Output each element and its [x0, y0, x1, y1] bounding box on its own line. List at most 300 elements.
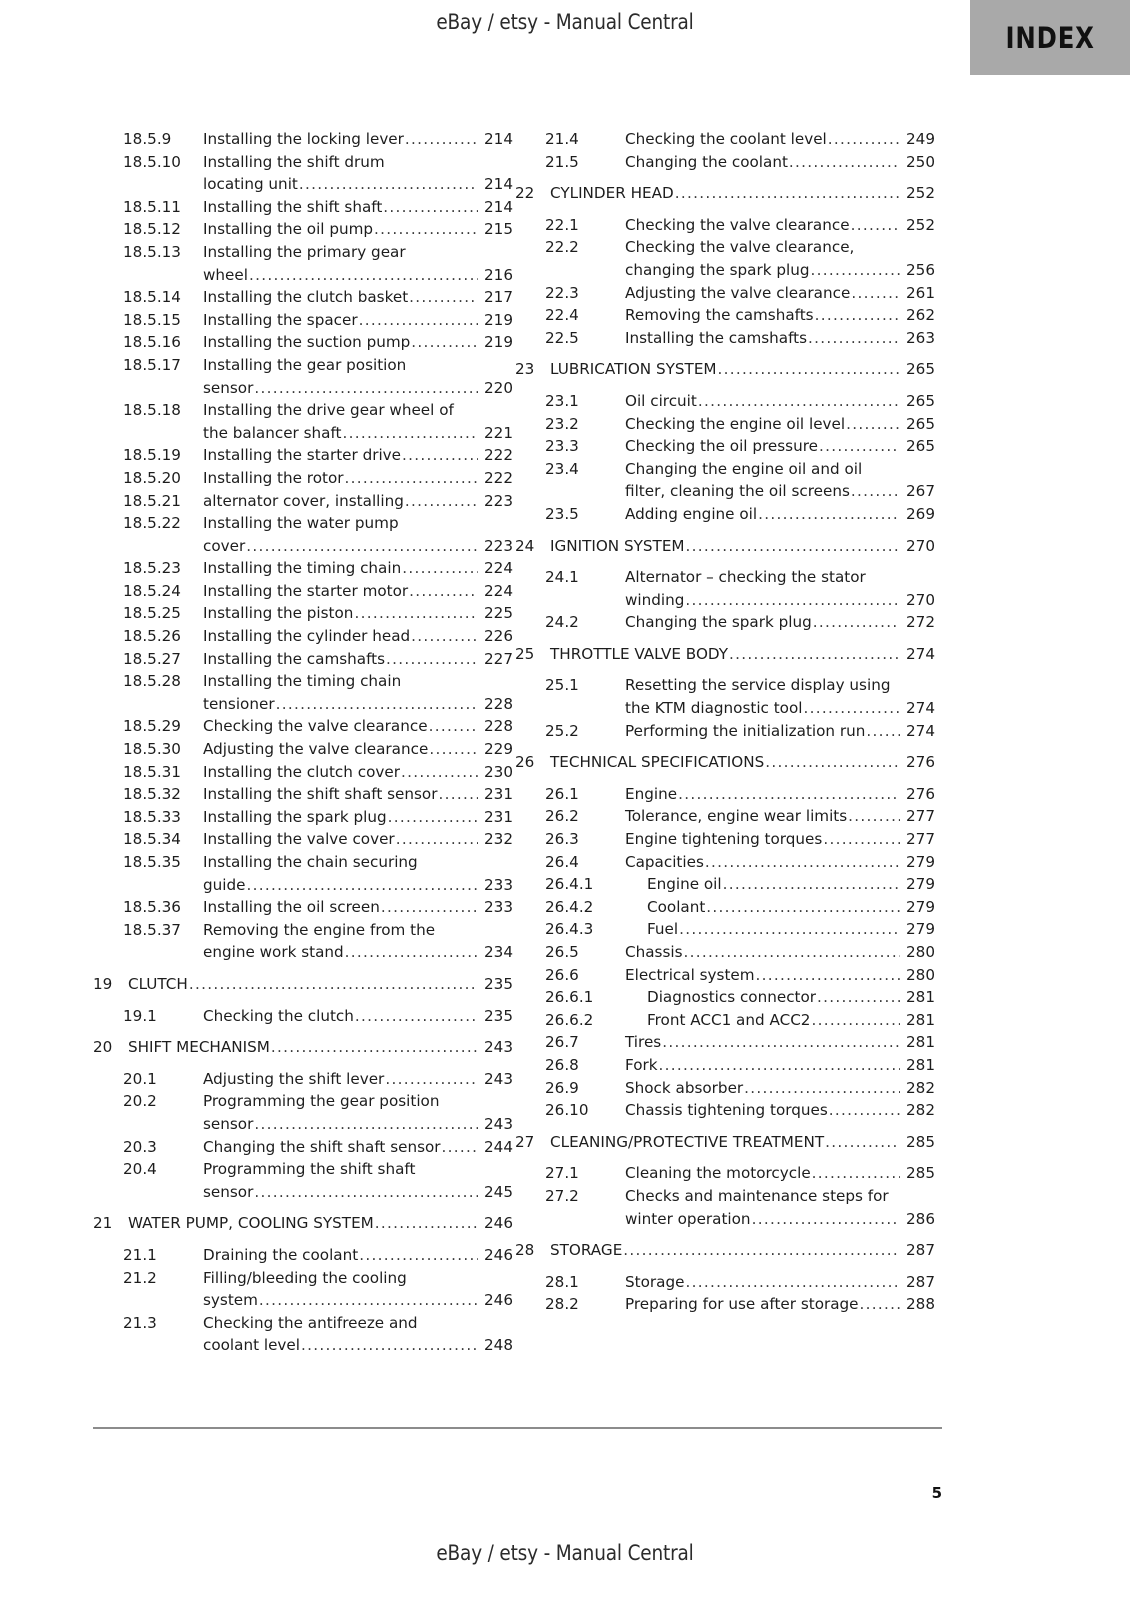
toc-leader-dots — [804, 697, 901, 720]
toc-page-number: 265 — [906, 391, 935, 410]
toc-entry-number: 26.9 — [545, 1078, 579, 1097]
toc-entry-body — [203, 625, 513, 648]
toc-entry[interactable] — [93, 1136, 513, 1159]
toc-entry-body — [625, 805, 935, 828]
page-number: 5 — [931, 1484, 942, 1502]
toc-entry[interactable] — [515, 503, 935, 526]
index-tab-label: INDEX — [1005, 20, 1095, 55]
toc-entry-title: Installing the suction pump — [203, 333, 411, 352]
toc-entry-body — [203, 783, 513, 806]
toc-entry-body — [203, 1267, 513, 1312]
toc-entry[interactable] — [93, 1068, 513, 1091]
toc-entry-body — [203, 738, 513, 761]
toc-entry-number: 18.5.9 — [123, 130, 172, 148]
toc-entry-number: 23.1 — [545, 391, 579, 410]
toc-leader-dots — [396, 828, 478, 851]
toc-entry[interactable] — [515, 566, 935, 611]
toc-entry-number: 20 — [93, 1038, 113, 1057]
toc-entry-number: 18.5.32 — [123, 785, 181, 804]
toc-entry[interactable] — [515, 390, 935, 413]
toc-page-number: 214 — [484, 197, 513, 216]
toc-entry-number: 18.5.33 — [123, 807, 181, 826]
toc-page-number: 222 — [484, 446, 513, 465]
toc-entry[interactable] — [93, 557, 513, 580]
toc-entry-body — [625, 1031, 935, 1054]
toc-leader-dots — [388, 806, 478, 829]
toc-entry[interactable] — [515, 964, 935, 987]
toc-entry-number: 18.5.13 — [123, 242, 181, 261]
toc-entry-number: 18.5.28 — [123, 672, 181, 691]
toc-entry-body — [203, 1005, 513, 1028]
toc-entry[interactable] — [93, 973, 513, 996]
toc-entry[interactable] — [93, 828, 513, 851]
toc-entry-title: Installing the starter drive — [203, 446, 402, 465]
toc-entry-title: Installing the cylinder head — [203, 627, 411, 646]
table-of-contents — [0, 128, 1130, 1368]
toc-entry[interactable] — [93, 919, 513, 964]
toc-entry-body — [625, 720, 935, 743]
toc-page-number: 280 — [906, 965, 935, 984]
toc-page-number: 249 — [906, 130, 935, 148]
toc-page-number: 279 — [906, 920, 935, 939]
toc-page-number: 287 — [906, 1272, 935, 1291]
toc-entry-title: sensor — [203, 1182, 254, 1201]
toc-page-number: 269 — [906, 504, 935, 523]
toc-page-number: 246 — [484, 1214, 513, 1233]
toc-page-number: 225 — [484, 604, 513, 623]
toc-entry[interactable] — [515, 918, 935, 941]
toc-page-number: 214 — [484, 130, 513, 148]
toc-entry-title: IGNITION SYSTEM — [550, 536, 685, 555]
toc-entry-number: 18.5.14 — [123, 288, 181, 307]
toc-entry-title: system — [203, 1291, 258, 1310]
toc-page-number: 250 — [906, 152, 935, 171]
toc-entry-body — [203, 828, 513, 851]
toc-entry[interactable] — [93, 1158, 513, 1203]
toc-leader-dots — [429, 738, 478, 761]
toc-entry-number: 27.2 — [545, 1186, 579, 1205]
toc-entry-body — [203, 399, 513, 444]
toc-entry-number: 25.2 — [545, 721, 579, 740]
toc-page-number: 215 — [484, 220, 513, 239]
toc-leader-dots — [848, 805, 900, 828]
toc-entry[interactable] — [515, 282, 935, 305]
toc-entry-body — [625, 151, 935, 174]
toc-entry-number: 21.4 — [545, 130, 579, 148]
toc-page-number: 274 — [906, 721, 935, 740]
toc-leader-dots — [385, 1068, 478, 1091]
toc-entry-body — [625, 390, 935, 413]
toc-entry[interactable] — [93, 399, 513, 444]
toc-page-number: 263 — [906, 328, 935, 347]
toc-entry[interactable] — [93, 444, 513, 467]
toc-entry[interactable] — [515, 1131, 935, 1154]
toc-entry[interactable] — [93, 1036, 513, 1059]
toc-entry-number: 26.5 — [545, 943, 579, 961]
toc-entry-body — [203, 331, 513, 354]
toc-entry-body — [203, 218, 513, 241]
toc-entry[interactable] — [93, 128, 513, 151]
toc-entry-title: Removing the camshafts — [625, 306, 814, 325]
toc-column-left — [93, 128, 513, 1357]
toc-entry-number: 20.1 — [123, 1069, 157, 1088]
toc-page-number: 281 — [906, 988, 935, 1007]
toc-page-number: 270 — [906, 536, 935, 555]
toc-entry-body — [203, 557, 513, 580]
toc-page-number: 285 — [906, 1164, 935, 1183]
toc-entry-title: changing the spark plug — [625, 260, 810, 279]
toc-entry-body — [625, 566, 935, 611]
toc-entry[interactable] — [515, 873, 935, 896]
toc-entry-title: sensor — [203, 1114, 254, 1133]
toc-entry[interactable] — [93, 648, 513, 671]
toc-entry[interactable] — [515, 1054, 935, 1077]
toc-entry[interactable] — [515, 783, 935, 806]
toc-leader-dots — [815, 304, 900, 327]
toc-page-number: 235 — [484, 1006, 513, 1025]
toc-entry[interactable] — [515, 1271, 935, 1294]
toc-leader-dots — [718, 358, 900, 381]
toc-leader-dots — [706, 896, 900, 919]
toc-entry-title: Tires — [625, 1033, 662, 1052]
toc-leader-dots — [402, 444, 478, 467]
toc-entry[interactable] — [515, 851, 935, 874]
toc-entry-body — [625, 214, 935, 237]
toc-entry-title: filter, cleaning the oil screens — [625, 482, 850, 501]
toc-entry-title: Storage — [625, 1272, 685, 1291]
toc-entry[interactable] — [515, 1077, 935, 1100]
toc-entry-title: Checking the clutch — [203, 1006, 354, 1025]
toc-leader-dots — [679, 918, 900, 941]
toc-entry[interactable] — [93, 490, 513, 513]
toc-leader-dots — [401, 761, 478, 784]
toc-leader-dots — [375, 1212, 478, 1235]
toc-page-number: 272 — [906, 613, 935, 632]
toc-entry-title: Adding engine oil — [625, 504, 758, 523]
toc-entry[interactable] — [93, 851, 513, 896]
toc-entry-title: Front ACC1 and ACC2 — [647, 1010, 811, 1029]
toc-entry[interactable] — [515, 1185, 935, 1230]
toc-entry[interactable] — [93, 670, 513, 715]
toc-entry-title: Checking the engine oil level — [625, 414, 846, 433]
toc-entry-number: 28.2 — [545, 1295, 579, 1314]
toc-leader-dots — [402, 557, 478, 580]
toc-entry-body — [203, 1312, 513, 1357]
toc-entry-number: 23.2 — [545, 414, 579, 433]
toc-entry[interactable] — [93, 1244, 513, 1267]
toc-entry-body — [625, 503, 935, 526]
toc-entry-number: 18.5.27 — [123, 649, 181, 668]
toc-leader-dots — [698, 390, 900, 413]
toc-entry[interactable] — [93, 783, 513, 806]
toc-page-number: 226 — [484, 627, 513, 646]
toc-entry[interactable] — [515, 1009, 935, 1032]
toc-entry-number: 18.5.30 — [123, 740, 181, 759]
toc-page-number: 261 — [906, 283, 935, 302]
toc-entry-number: 19 — [93, 974, 113, 993]
toc-entry[interactable] — [93, 196, 513, 219]
toc-entry-title: Installing the shift shaft sensor — [203, 785, 438, 804]
toc-page-number: 270 — [906, 590, 935, 609]
toc-page-number: 279 — [906, 875, 935, 894]
toc-entry-body — [625, 413, 935, 436]
toc-entry-title: Chassis — [625, 943, 683, 961]
toc-entry-title: Tolerance, engine wear limits — [625, 807, 848, 826]
toc-entry-title: coolant level — [203, 1336, 300, 1355]
toc-leader-dots — [729, 643, 900, 666]
toc-entry-number: 26.6.1 — [545, 988, 594, 1007]
toc-entry[interactable] — [515, 643, 935, 666]
toc-entry-number: 26.6 — [545, 965, 579, 984]
toc-entry[interactable] — [93, 896, 513, 919]
toc-entry[interactable] — [515, 128, 935, 151]
toc-leader-dots — [189, 973, 478, 996]
toc-entry-number: 26.4.1 — [545, 875, 594, 894]
toc-entry-body — [625, 918, 935, 941]
toc-leader-dots — [846, 413, 900, 436]
toc-page-number: 246 — [484, 1245, 513, 1264]
toc-entry-title: Installing the oil pump — [203, 220, 374, 239]
toc-page-number: 287 — [906, 1241, 935, 1260]
toc-entry[interactable] — [515, 986, 935, 1009]
toc-leader-dots — [823, 828, 900, 851]
toc-leader-dots — [249, 264, 478, 287]
toc-page-number: 265 — [906, 360, 935, 379]
toc-page-number: 277 — [906, 830, 935, 849]
toc-entry-body — [625, 458, 935, 503]
toc-entry[interactable] — [515, 358, 935, 381]
toc-page-number: 223 — [484, 536, 513, 555]
toc-entry[interactable] — [93, 286, 513, 309]
toc-page-number: 279 — [906, 897, 935, 916]
toc-entry-body — [203, 896, 513, 919]
toc-entry[interactable] — [515, 828, 935, 851]
toc-entry-body — [203, 286, 513, 309]
toc-entry[interactable] — [515, 674, 935, 719]
toc-entry[interactable] — [93, 715, 513, 738]
toc-entry[interactable] — [93, 151, 513, 196]
toc-leader-dots — [359, 309, 478, 332]
toc-page-number: 281 — [906, 1055, 935, 1074]
toc-entry-title: Adjusting the valve clearance — [625, 283, 851, 302]
toc-leader-dots — [817, 986, 900, 1009]
toc-entry[interactable] — [93, 467, 513, 490]
toc-leader-dots — [808, 327, 900, 350]
toc-entry-title: Installing the spacer — [203, 310, 358, 329]
toc-entry-body — [625, 1054, 935, 1077]
toc-leader-dots — [344, 467, 478, 490]
toc-entry-number: 18.5.10 — [123, 152, 181, 171]
toc-entry[interactable] — [93, 602, 513, 625]
toc-entry-body — [203, 761, 513, 784]
toc-entry-body — [203, 1158, 513, 1203]
toc-entry-body — [625, 236, 935, 281]
toc-entry[interactable] — [515, 413, 935, 436]
toc-leader-dots — [405, 490, 478, 513]
toc-leader-dots — [383, 196, 478, 219]
toc-entry[interactable] — [93, 738, 513, 761]
toc-entry-number: 20.3 — [123, 1137, 157, 1156]
toc-entry-body — [625, 941, 935, 964]
toc-leader-dots — [271, 1036, 478, 1059]
toc-entry[interactable] — [93, 218, 513, 241]
toc-entry-number: 19.1 — [123, 1006, 157, 1025]
toc-page-number: 224 — [484, 581, 513, 600]
toc-page-number: 281 — [906, 1010, 935, 1029]
toc-entry-title: Alternator – checking the stator — [625, 568, 866, 587]
toc-entry-title: Preparing for use after storage — [625, 1295, 859, 1314]
toc-entry[interactable] — [515, 805, 935, 828]
toc-entry[interactable] — [515, 751, 935, 774]
toc-entry[interactable] — [93, 580, 513, 603]
toc-entry-number: 21.5 — [545, 152, 579, 171]
toc-entry-number: 20.4 — [123, 1160, 157, 1179]
toc-entry-title: Checking the valve clearance — [625, 215, 850, 234]
toc-entry-body — [625, 1162, 935, 1185]
toc-entry-body — [203, 715, 513, 738]
toc-page-number: 281 — [906, 1033, 935, 1052]
toc-entry[interactable] — [93, 1090, 513, 1135]
toc-entry-body — [625, 1009, 935, 1032]
toc-entry[interactable] — [515, 236, 935, 281]
toc-entry-body — [550, 535, 935, 558]
toc-entry-body — [625, 1293, 935, 1316]
toc-entry[interactable] — [93, 512, 513, 557]
toc-leader-dots — [828, 128, 900, 151]
toc-entry-body — [550, 1131, 935, 1154]
toc-leader-dots — [675, 182, 900, 205]
toc-leader-dots — [685, 1271, 900, 1294]
toc-entry[interactable] — [515, 435, 935, 458]
toc-entry[interactable] — [93, 1005, 513, 1028]
toc-entry-body — [203, 467, 513, 490]
toc-entry-number: 23.3 — [545, 437, 579, 456]
toc-entry-body — [203, 919, 513, 964]
toc-leader-dots — [276, 693, 478, 716]
toc-entry[interactable] — [515, 896, 935, 919]
toc-entry-body — [625, 986, 935, 1009]
toc-entry-body — [203, 806, 513, 829]
toc-entry[interactable] — [93, 761, 513, 784]
toc-leader-dots — [246, 535, 478, 558]
toc-leader-dots — [259, 1289, 478, 1312]
toc-entry[interactable] — [93, 309, 513, 332]
toc-entry-body — [625, 435, 935, 458]
toc-entry[interactable] — [515, 214, 935, 237]
toc-page-number: 267 — [906, 482, 935, 501]
toc-entry[interactable] — [515, 151, 935, 174]
toc-page-number: 220 — [484, 378, 513, 397]
toc-entry[interactable] — [93, 1312, 513, 1357]
toc-entry-title: guide — [203, 875, 246, 894]
toc-page-number: 232 — [484, 830, 513, 849]
toc-entry[interactable] — [515, 1239, 935, 1262]
toc-entry-number: 26.1 — [545, 784, 579, 803]
toc-page-number: 231 — [484, 807, 513, 826]
toc-leader-dots — [851, 214, 900, 237]
toc-leader-dots — [684, 941, 901, 964]
toc-entry-body — [625, 1099, 935, 1122]
toc-entry-title: the balancer shaft — [203, 423, 342, 442]
toc-entry[interactable] — [515, 182, 935, 205]
toc-entry-body — [203, 1068, 513, 1091]
toc-entry-title: SHIFT MECHANISM — [128, 1038, 270, 1057]
toc-entry-number: 20.2 — [123, 1092, 157, 1111]
toc-leader-dots — [343, 422, 479, 445]
toc-entry-title: WATER PUMP, COOLING SYSTEM — [128, 1214, 374, 1233]
toc-page-number: 229 — [484, 740, 513, 759]
toc-entry-body — [128, 1036, 513, 1059]
toc-entry-title: Removing the engine from the — [203, 920, 436, 939]
toc-entry[interactable] — [93, 625, 513, 648]
toc-entry-title: Programming the gear position — [203, 1092, 440, 1111]
toc-entry[interactable] — [515, 1162, 935, 1185]
toc-entry[interactable] — [93, 1267, 513, 1312]
toc-entry-title: tensioner — [203, 694, 275, 713]
toc-entry-title: Chassis tightening torques — [625, 1101, 828, 1120]
toc-leader-dots — [345, 941, 478, 964]
toc-entry[interactable] — [93, 354, 513, 399]
toc-entry-number: 28.1 — [545, 1272, 579, 1291]
toc-entry-title: sensor — [203, 378, 254, 397]
toc-entry-body — [203, 241, 513, 286]
toc-entry[interactable] — [93, 1212, 513, 1235]
toc-entry[interactable] — [515, 1031, 935, 1054]
toc-leader-dots — [789, 151, 900, 174]
toc-entry[interactable] — [515, 941, 935, 964]
toc-entry-title: Changing the shift shaft sensor — [203, 1137, 441, 1156]
toc-entry-title: Installing the shift shaft — [203, 197, 383, 216]
toc-entry-title: Installing the gear position — [203, 355, 407, 374]
toc-entry-body — [550, 182, 935, 205]
toc-entry-title: Checking the valve clearance — [203, 717, 428, 736]
toc-entry-number: 18.5.17 — [123, 355, 181, 374]
toc-entry-title: Installing the starter motor — [203, 581, 409, 600]
toc-entry-title: Installing the shift drum — [203, 152, 385, 171]
toc-entry[interactable] — [515, 611, 935, 634]
toc-entry-body — [128, 1212, 513, 1235]
toc-leader-dots — [246, 874, 478, 897]
toc-entry[interactable] — [515, 535, 935, 558]
toc-entry-body — [625, 674, 935, 719]
toc-entry-title: Installing the timing chain — [203, 672, 402, 691]
toc-entry-title: CYLINDER HEAD — [550, 184, 674, 203]
toc-leader-dots — [659, 1054, 900, 1077]
toc-page-number: 219 — [484, 310, 513, 329]
toc-leader-dots — [438, 783, 478, 806]
toc-page-number: 246 — [484, 1291, 513, 1310]
toc-leader-dots — [359, 1244, 478, 1267]
toc-page-number: 286 — [906, 1209, 935, 1228]
toc-entry[interactable] — [515, 304, 935, 327]
toc-entry[interactable] — [515, 1293, 935, 1316]
toc-entry-title: Filling/bleeding the cooling — [203, 1268, 407, 1287]
toc-entry-title: Draining the coolant — [203, 1245, 359, 1264]
toc-page-number: 262 — [906, 306, 935, 325]
toc-entry-number: 26.2 — [545, 807, 579, 826]
toc-entry[interactable] — [515, 327, 935, 350]
toc-leader-dots — [860, 1293, 900, 1316]
toc-entry-title: Checks and maintenance steps for — [625, 1186, 889, 1205]
toc-entry[interactable] — [93, 241, 513, 286]
toc-entry[interactable] — [515, 720, 935, 743]
toc-page-number: 243 — [484, 1114, 513, 1133]
toc-entry-title: wheel — [203, 265, 248, 284]
toc-entry[interactable] — [93, 806, 513, 829]
toc-entry[interactable] — [93, 331, 513, 354]
toc-entry[interactable] — [515, 1099, 935, 1122]
toc-entry[interactable] — [515, 458, 935, 503]
